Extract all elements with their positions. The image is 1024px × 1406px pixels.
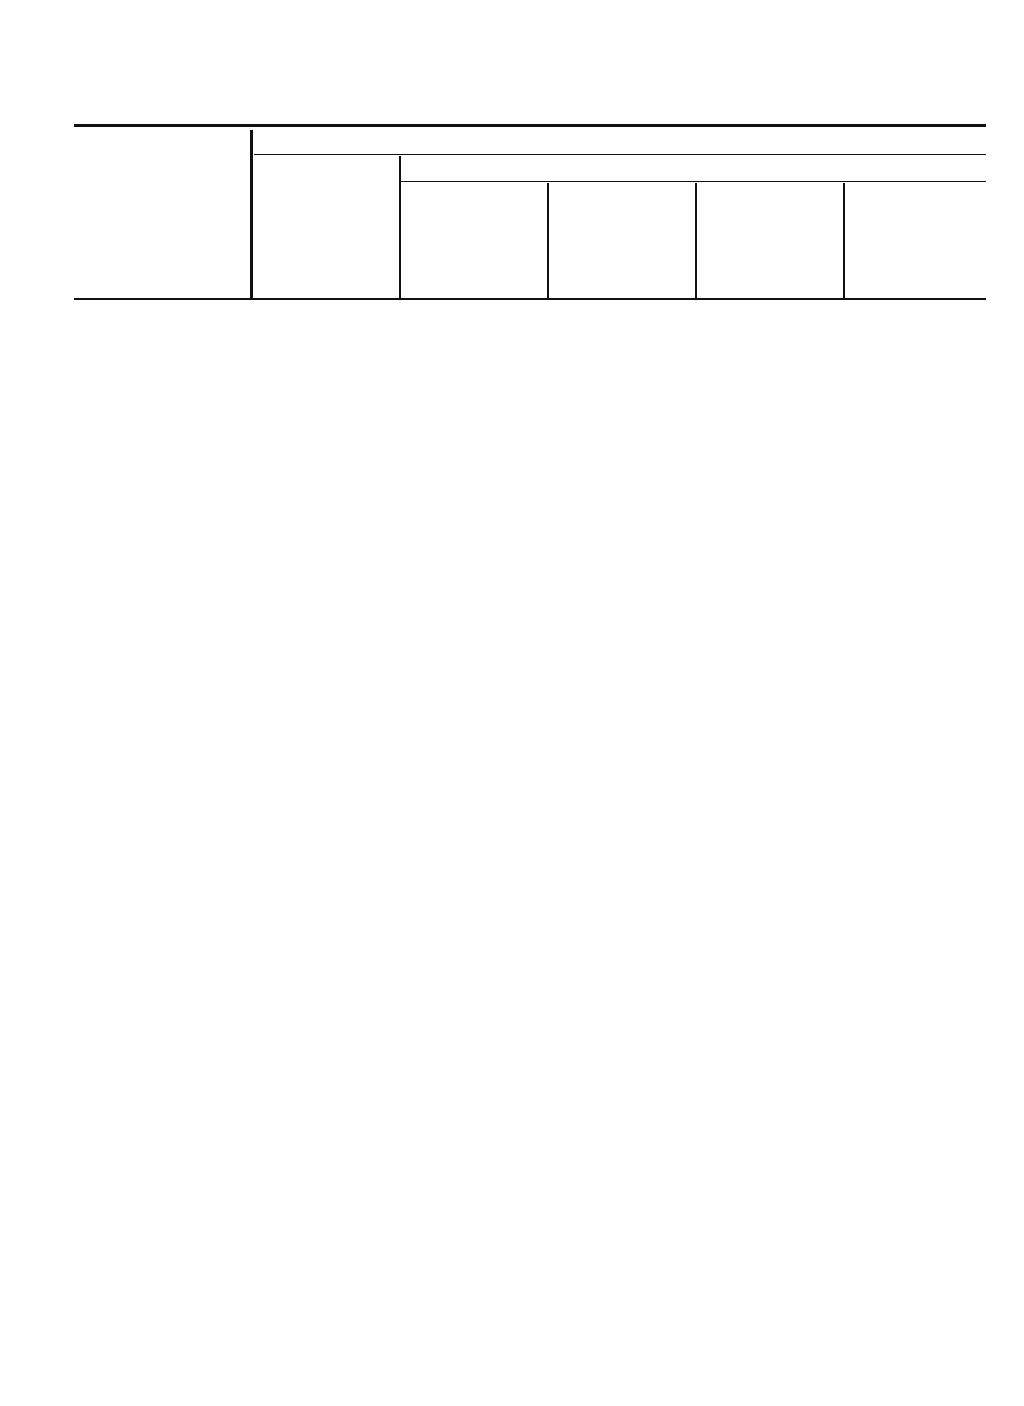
header-divider-c3: [843, 183, 845, 299]
header-divider-total: [399, 156, 401, 299]
top-rule: [74, 124, 986, 127]
davon-rule: [400, 181, 986, 182]
group-rule: [254, 154, 986, 155]
header-divider-c1: [547, 183, 549, 299]
header-bottom-rule: [74, 298, 986, 300]
header-divider-year: [250, 130, 253, 300]
header-divider-c2: [695, 183, 697, 299]
